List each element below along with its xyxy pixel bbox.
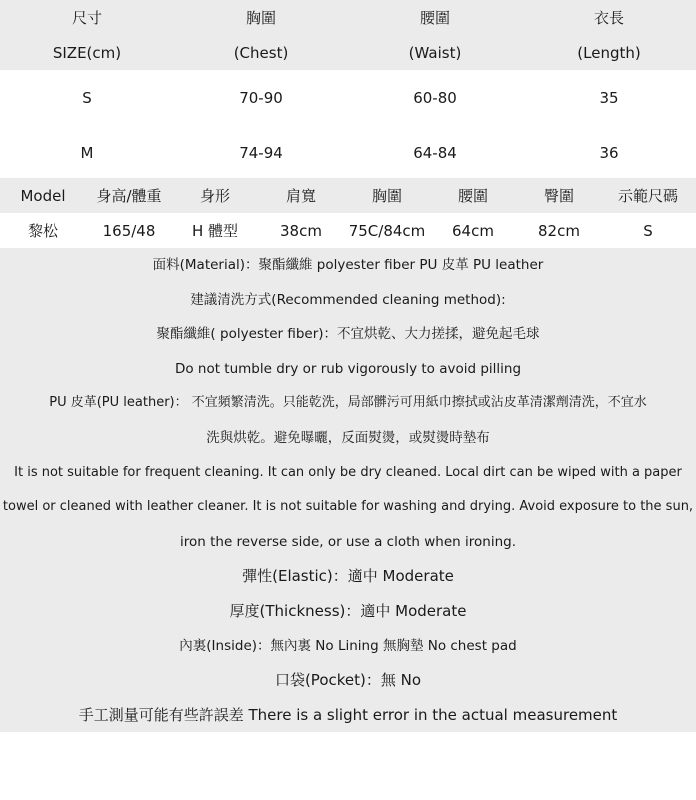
size-header-en-waist: (Waist): [408, 43, 462, 62]
pocket-line: 口袋(Pocket)：無 No: [274, 671, 422, 690]
polyester-care-zh: 聚酯纖維( polyester fiber)：不宜烘乾、大力搓揉，避免起毛球: [156, 326, 540, 343]
size-header-en-chest: (Chest): [233, 43, 289, 62]
size-m-length: 36: [599, 143, 619, 162]
size-header-zh-row: [0, 0, 696, 35]
elastic-line: 彈性(Elastic)：適中 Moderate: [242, 567, 454, 586]
polyester-care-en: Do not tumble dry or rub vigorously to avoid pilling: [174, 360, 522, 377]
product-info-block: [0, 248, 696, 732]
model-table: [0, 178, 696, 248]
model-value-size-worn: S: [643, 221, 653, 240]
cleaning-method-heading: 建議清洗方式(Recommended cleaning method):: [190, 291, 506, 308]
pu-leather-care-en-2: towel or cleaned with leather cleaner. It is not suitable for washing and drying. Avoid exposure to the sun,: [2, 499, 694, 515]
pu-leather-care-zh-1: PU 皮革(PU leather)： 不宜頻繁清洗。只能乾洗，局部髒污可用紙巾擦拭或沾皮革清潔劑清洗，不宜水: [49, 395, 647, 411]
size-header-zh-chest: 胸圍: [245, 9, 276, 27]
model-value-body-type: H 體型: [191, 222, 239, 240]
pu-leather-care-en-1: It is not suitable for frequent cleaning. It can only be dry cleaned. Local dirt can be wiped with a paper: [14, 464, 682, 480]
model-header-chest: 胸圍: [371, 187, 402, 205]
size-s-label: S: [82, 88, 92, 107]
model-value-name: 黎松: [27, 222, 58, 240]
size-m-chest: 74-94: [239, 143, 283, 162]
material-line: 面料(Material)：聚酯纖維 polyester fiber PU 皮革 PU leather: [152, 257, 544, 273]
pu-leather-care-en-3: iron the reverse side, or use a cloth when ironing.: [180, 533, 516, 550]
model-value-chest: 75C/84cm: [348, 221, 426, 240]
size-table: [0, 0, 696, 180]
model-value-waist: 64cm: [452, 221, 494, 240]
size-header-en-row: [0, 35, 696, 70]
inside-line: 內裏(Inside)：無內裏 No Lining 無胸墊 No chest pad: [179, 637, 517, 654]
model-header-size-worn: 示範尺碼: [617, 187, 678, 205]
model-value-row: [0, 213, 696, 248]
size-row-s: [0, 70, 696, 125]
size-header-zh-waist: 腰圍: [419, 9, 450, 27]
model-header-height-weight: 身高/體重: [96, 187, 162, 205]
size-s-chest: 70-90: [239, 88, 283, 107]
size-header-zh-size: 尺寸: [71, 9, 102, 27]
size-m-waist: 64-84: [413, 143, 457, 162]
size-s-length: 35: [599, 88, 619, 107]
size-header-en-length: (Length): [577, 43, 641, 62]
pu-leather-care-zh-2: 洗與烘乾。避免曝曬，反面熨燙，或熨燙時墊布: [206, 429, 490, 446]
size-s-waist: 60-80: [413, 88, 457, 107]
size-header-zh-length: 衣長: [593, 9, 624, 27]
model-value-shoulder: 38cm: [280, 221, 322, 240]
model-header-model: Model: [20, 186, 66, 205]
model-header-hip: 臀圍: [543, 187, 574, 205]
size-header-en-size: SIZE(cm): [52, 43, 122, 62]
measurement-error-note: 手工測量可能有些許誤差 There is a slight error in the actual measurement: [78, 705, 618, 724]
size-row-m: [0, 125, 696, 180]
model-header-row: [0, 178, 696, 213]
model-header-body-type: 身形: [199, 187, 230, 205]
model-header-waist: 腰圍: [457, 187, 488, 205]
model-value-height-weight: 165/48: [102, 221, 156, 240]
model-value-hip: 82cm: [538, 221, 580, 240]
size-m-label: M: [80, 143, 94, 162]
thickness-line: 厚度(Thickness)：適中 Moderate: [229, 601, 467, 620]
model-header-shoulder: 肩寬: [285, 187, 316, 205]
